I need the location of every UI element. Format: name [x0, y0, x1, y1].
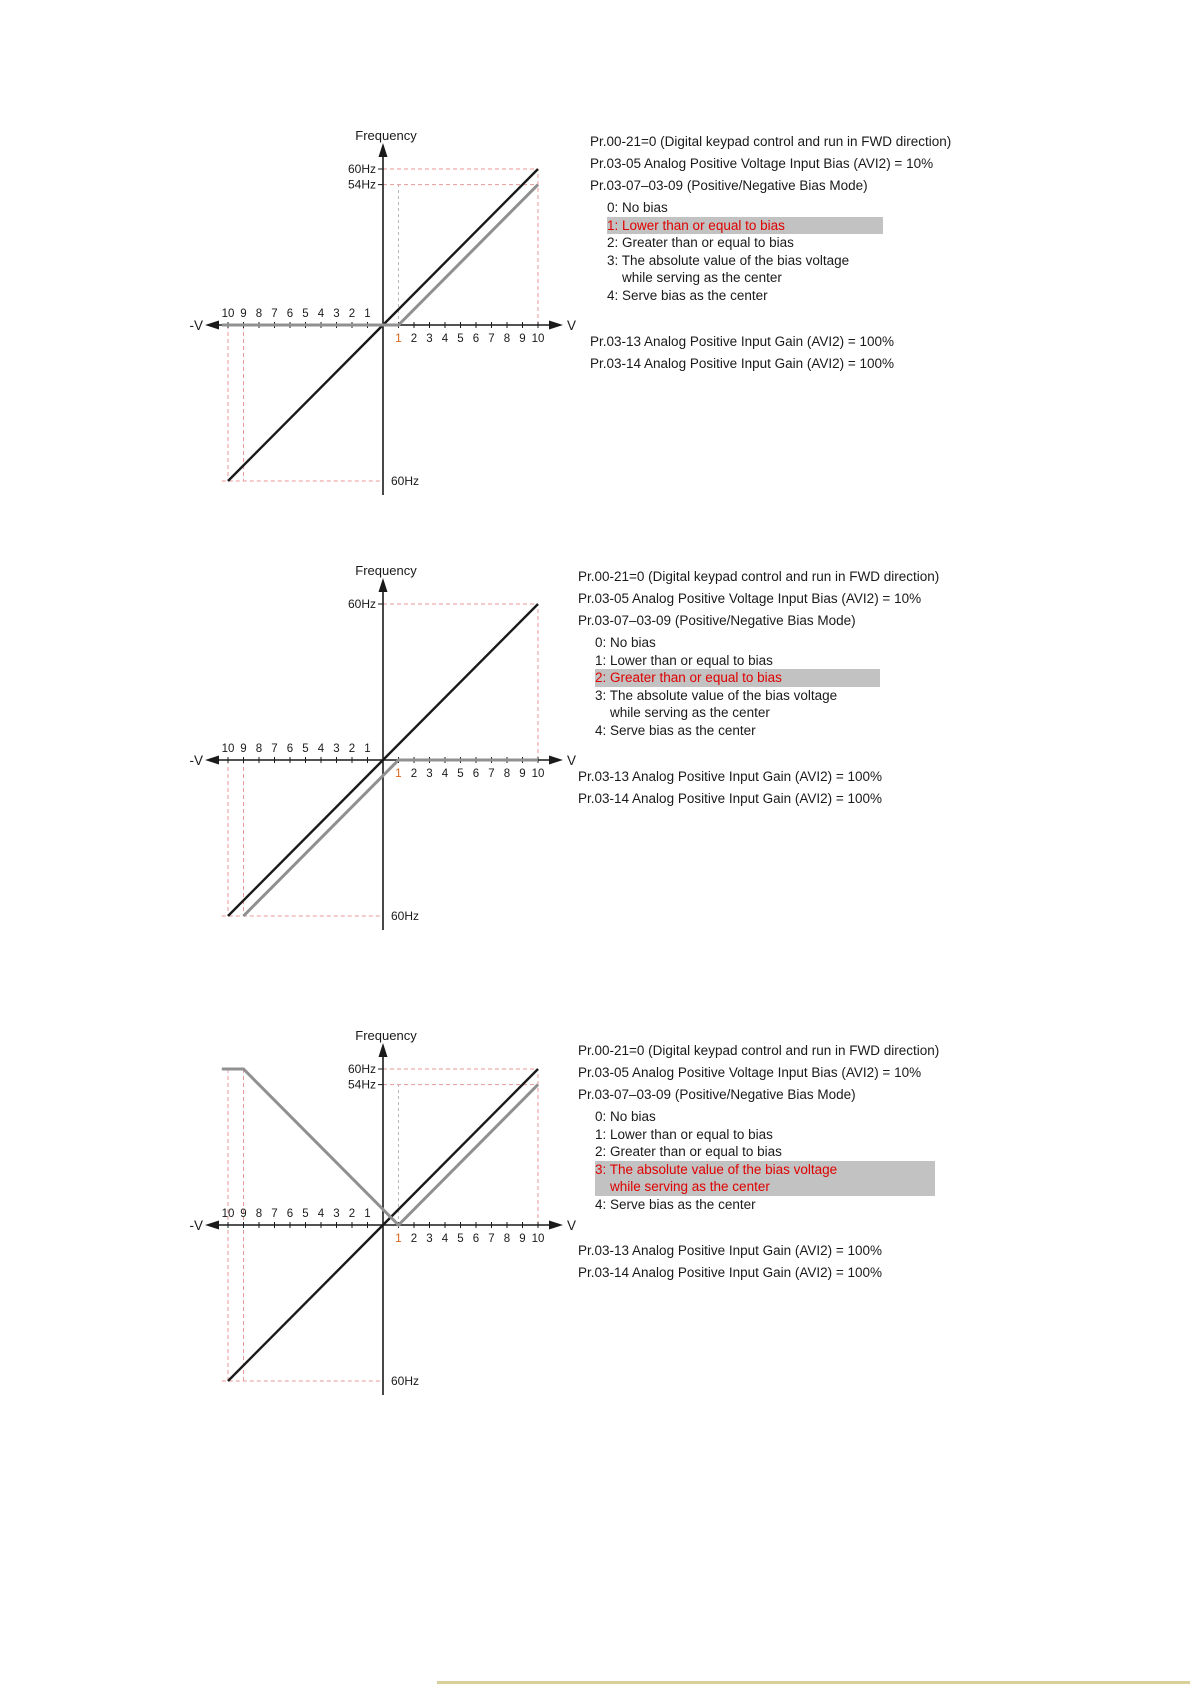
- x-tick-label: 10: [221, 1208, 235, 1220]
- x-tick-label: 8: [255, 743, 263, 755]
- x-tick-label: 6: [472, 333, 480, 345]
- x-axis-neg-label: -V: [189, 753, 203, 768]
- x-tick-label: 6: [472, 768, 480, 780]
- y-axis-label: 54Hz: [347, 1077, 376, 1092]
- pr-00-21-line: Pr.00-21=0 (Digital keypad control and run in FWD direction): [578, 569, 940, 584]
- x-tick-label: 1: [364, 1208, 371, 1220]
- x-tick-label: 8: [503, 1233, 511, 1245]
- pr-03-13-line: Pr.03-13 Analog Positive Input Gain (AVI2) = 100%: [578, 1242, 883, 1258]
- pr-03-05-line: Pr.03-05 Analog Positive Voltage Input Bias (AVI2) = 10%: [590, 156, 934, 171]
- pr-03-14-line: Pr.03-14 Analog Positive Input Gain (AVI2) = 100%: [578, 790, 883, 806]
- y-axis-label: 60Hz: [347, 162, 376, 176]
- x-tick-label: 9: [519, 1233, 526, 1245]
- bias-option-4: 4: Serve bias as the center: [595, 1196, 756, 1212]
- x-tick-label: 10: [531, 333, 545, 345]
- pr-00-21-line: Pr.00-21=0 (Digital keypad control and run in FWD direction): [578, 1043, 940, 1058]
- x-tick-label: 4: [441, 333, 449, 345]
- x-tick-label: 8: [255, 308, 263, 320]
- x-tick-label: 7: [488, 333, 495, 345]
- x-axis-left-arrow-icon: [205, 321, 219, 330]
- x-tick-label: 3: [333, 743, 340, 755]
- x-tick-label: 6: [286, 308, 294, 320]
- pr-03-07-line: Pr.03-07–03-09 (Positive/Negative Bias Mode): [578, 1087, 856, 1102]
- x-tick-label: 5: [457, 768, 464, 780]
- x-tick-label: 3: [333, 1208, 340, 1220]
- bias-option-0: 0: No bias: [595, 1109, 656, 1124]
- bias-option-1: 1: Lower than or equal to bias: [595, 652, 773, 668]
- x-tick-label: 2: [410, 333, 418, 345]
- y-axis-label: 54Hz: [347, 177, 376, 192]
- x-axis-right-arrow-icon: [549, 321, 563, 330]
- settings-text-1: [590, 131, 1080, 375]
- x-tick-label: 1: [395, 768, 402, 780]
- x-tick-label: 7: [271, 308, 278, 320]
- x-tick-label: 1: [395, 1233, 402, 1245]
- bias-mode-options: [578, 1108, 1068, 1214]
- x-tick-label: 5: [457, 333, 464, 345]
- y-axis-arrow-icon: [379, 1043, 388, 1057]
- x-tick-label: 8: [255, 1208, 263, 1220]
- x-tick-label: 1: [395, 333, 402, 345]
- x-tick-label: 5: [302, 308, 309, 320]
- x-tick-label: 4: [441, 768, 449, 780]
- x-tick-label: 4: [441, 1233, 449, 1245]
- x-tick-label: 3: [426, 768, 433, 780]
- x-axis-neg-label: -V: [189, 318, 203, 333]
- y-axis-arrow-icon: [379, 578, 388, 592]
- x-tick-label: 7: [271, 743, 278, 755]
- x-axis-left-arrow-icon: [205, 1221, 219, 1230]
- frequency-voltage-graph-1: [180, 120, 580, 510]
- x-tick-label: 8: [503, 768, 511, 780]
- settings-text-3: [578, 1040, 1068, 1284]
- y-axis-bottom-label: 60Hz: [391, 474, 420, 488]
- frequency-line-bias-mode-1: [222, 185, 538, 325]
- x-tick-label: 9: [519, 333, 526, 345]
- x-axis-pos-label: V: [567, 318, 577, 333]
- x-tick-label: 6: [472, 1233, 480, 1245]
- x-tick-label: 2: [348, 308, 356, 320]
- pr-00-21-line: Pr.00-21=0 (Digital keypad control and run in FWD direction): [590, 134, 952, 149]
- x-tick-label: 4: [317, 743, 325, 755]
- y-axis-bottom-label: 60Hz: [391, 1374, 420, 1388]
- bias-option-1: 1: Lower than or equal to bias: [607, 217, 883, 235]
- x-tick-label: 3: [426, 1233, 433, 1245]
- bias-option-4: 4: Serve bias as the center: [607, 287, 768, 303]
- frequency-voltage-graph-2: [180, 555, 580, 945]
- x-tick-label: 7: [488, 768, 495, 780]
- bias-option-0: 0: No bias: [595, 635, 656, 650]
- x-tick-label: 6: [286, 743, 294, 755]
- pr-03-13-line: Pr.03-13 Analog Positive Input Gain (AVI2) = 100%: [590, 333, 895, 349]
- pr-03-05-line: Pr.03-05 Analog Positive Voltage Input Bias (AVI2) = 10%: [578, 591, 922, 606]
- graph-bias-mode-1: [180, 120, 580, 515]
- x-axis-pos-label: V: [567, 753, 577, 768]
- pr-03-14-line: Pr.03-14 Analog Positive Input Gain (AVI2) = 100%: [590, 355, 895, 371]
- frequency-line-bias-mode-3: [222, 1069, 538, 1225]
- x-tick-label: 2: [410, 768, 418, 780]
- graph-bias-mode-3: [180, 1020, 580, 1415]
- x-tick-label: 9: [240, 1208, 247, 1220]
- bias-option-0: 0: No bias: [607, 200, 668, 215]
- x-axis-pos-label: V: [567, 1218, 577, 1233]
- x-tick-label: 2: [348, 1208, 356, 1220]
- x-axis-right-arrow-icon: [549, 756, 563, 765]
- pr-03-07-line: Pr.03-07–03-09 (Positive/Negative Bias Mode): [590, 178, 868, 193]
- bias-option-4: 4: Serve bias as the center: [595, 722, 756, 738]
- y-axis-bottom-label: 60Hz: [391, 909, 420, 923]
- bias-option-3: 3: The absolute value of the bias voltage while serving as the center: [595, 1161, 935, 1196]
- x-tick-label: 10: [221, 308, 235, 320]
- graph-title: Frequency: [355, 1028, 417, 1043]
- bias-option-3: 3: The absolute value of the bias voltage while serving as the center: [607, 252, 850, 286]
- bias-option-2: 2: Greater than or equal to bias: [595, 669, 880, 687]
- pr-03-05-line: Pr.03-05 Analog Positive Voltage Input Bias (AVI2) = 10%: [578, 1065, 922, 1080]
- graph-bias-mode-2: [180, 555, 580, 950]
- x-tick-label: 4: [317, 308, 325, 320]
- graph-title: Frequency: [355, 128, 417, 143]
- x-tick-label: 2: [410, 1233, 418, 1245]
- x-tick-label: 10: [531, 1233, 545, 1245]
- frequency-line-bias-mode-2: [244, 760, 539, 916]
- x-tick-label: 9: [519, 768, 526, 780]
- bias-option-1: 1: Lower than or equal to bias: [595, 1126, 773, 1142]
- bias-option-3: 3: The absolute value of the bias voltage while serving as the center: [595, 687, 838, 721]
- x-tick-label: 10: [531, 768, 545, 780]
- x-tick-label: 7: [488, 1233, 495, 1245]
- x-tick-label: 2: [348, 743, 356, 755]
- y-axis-label: 60Hz: [347, 597, 376, 611]
- x-tick-label: 9: [240, 308, 247, 320]
- y-axis-label: 60Hz: [347, 1062, 376, 1076]
- x-axis-neg-label: -V: [189, 1218, 203, 1233]
- x-tick-label: 4: [317, 1208, 325, 1220]
- x-tick-label: 1: [364, 743, 371, 755]
- x-axis-left-arrow-icon: [205, 756, 219, 765]
- pr-03-07-line: Pr.03-07–03-09 (Positive/Negative Bias Mode): [578, 613, 856, 628]
- x-tick-label: 9: [240, 743, 247, 755]
- x-tick-label: 3: [426, 333, 433, 345]
- settings-text-2: [578, 566, 1068, 810]
- frequency-voltage-graph-3: [180, 1020, 580, 1410]
- x-tick-label: 10: [221, 743, 235, 755]
- x-tick-label: 5: [457, 1233, 464, 1245]
- x-axis-right-arrow-icon: [549, 1221, 563, 1230]
- pr-03-13-line: Pr.03-13 Analog Positive Input Gain (AVI2) = 100%: [578, 768, 883, 784]
- bias-option-2: 2: Greater than or equal to bias: [595, 1144, 782, 1160]
- x-tick-label: 3: [333, 308, 340, 320]
- x-tick-label: 6: [286, 1208, 294, 1220]
- bias-mode-options: [590, 199, 1080, 305]
- y-axis-arrow-icon: [379, 143, 388, 157]
- pr-03-14-line: Pr.03-14 Analog Positive Input Gain (AVI2) = 100%: [578, 1264, 883, 1280]
- graph-title: Frequency: [355, 563, 417, 578]
- x-tick-label: 1: [364, 308, 371, 320]
- x-tick-label: 5: [302, 1208, 309, 1220]
- x-tick-label: 8: [503, 333, 511, 345]
- bias-mode-options: [578, 634, 1068, 740]
- x-tick-label: 7: [271, 1208, 278, 1220]
- x-tick-label: 5: [302, 743, 309, 755]
- bias-option-2: 2: Greater than or equal to bias: [607, 235, 794, 251]
